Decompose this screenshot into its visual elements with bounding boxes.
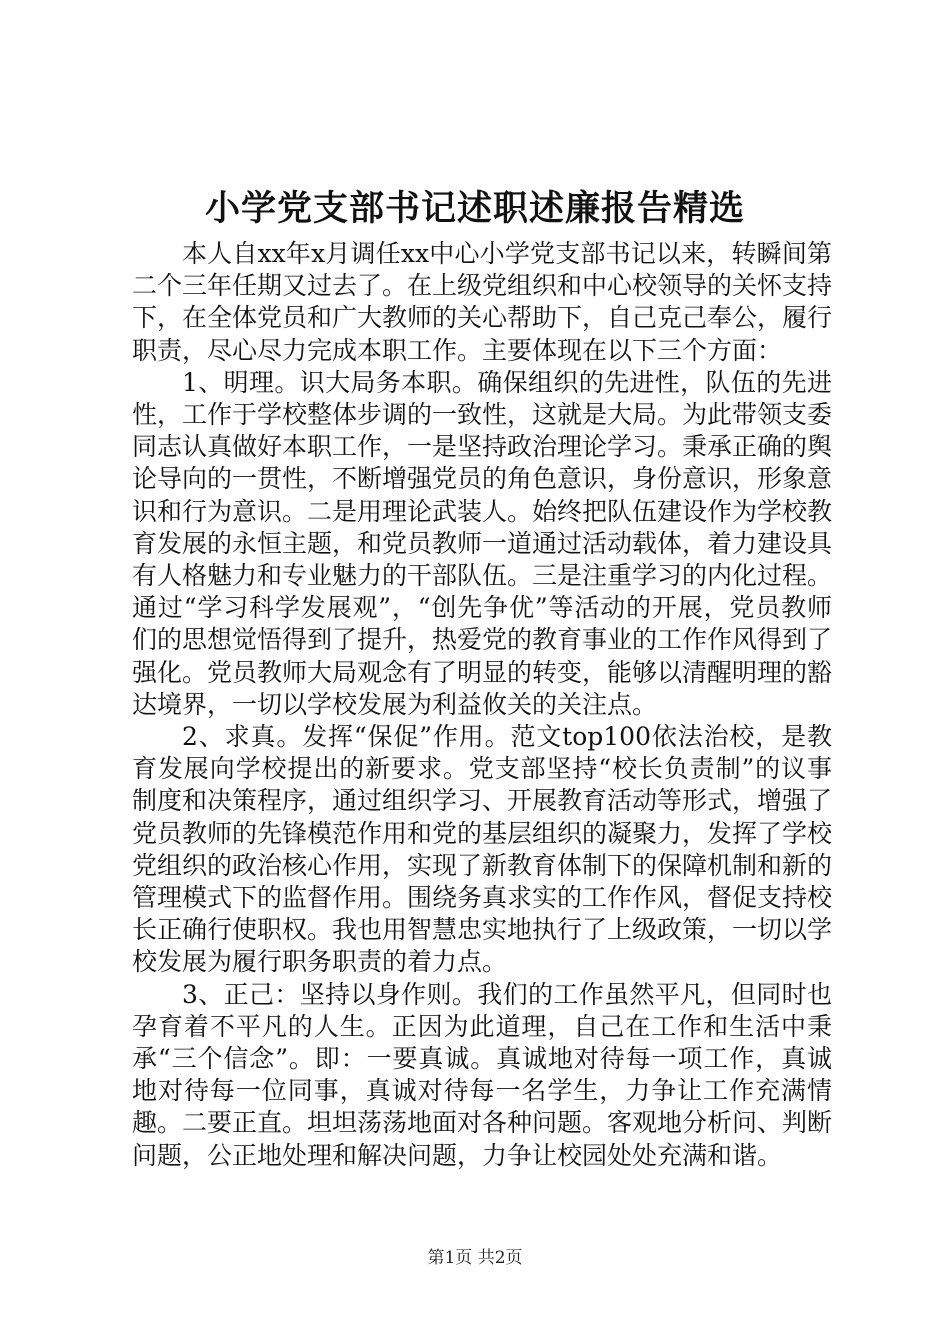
page-number-footer: 第1页 共2页	[427, 1248, 523, 1268]
paragraph-zhengji: 3、正己：坚持以身作则。我们的工作虽然平凡，但同时也孕育着不平凡的人生。正因为此道理，自己在工作和生活中秉承“三个信念”。即：一要真诚。真诚地对待每一项工作，真诚地对待每一位同事，真诚对待每一名学生，力争让工作充满情趣。二要正直。坦坦荡荡地面对各种问题。客观地分析问、判断问题，公正地处理和解决问题，力争让校园处处充满和谐。	[132, 979, 833, 1170]
paragraph-qiuzhen: 2、求真。发挥“保促”作用。范文top100依法治校，是教育发展向学校提出的新要求。党支部坚持“校长负责制”的议事制度和决策程序，通过组织学习、开展教育活动等形式，增强了党员教师的先锋模范作用和党的基层组织的凝聚力，发挥了学校党组织的政治核心作用，实现了新教育体制下的保障机制和新的管理模式下的监督作用。围绕务真求实的工作作风，督促支持校长正确行使职权。我也用智慧忠实地执行了上级政策，一切以学校发展为履行职务职责的着力点。	[132, 722, 833, 977]
paragraph-intro: 本人自xx年x月调任xx中心小学党支部书记以来，转瞬间第二个三年任期又过去了。在上级党组织和中心校领导的关怀支持下，在全体党员和广大教师的关心帮助下，自己克己奉公，履行职责，尽心尽力完成本职工作。主要体现在以下三个方面：	[132, 239, 833, 365]
document-title: 小学党支部书记述职述廉报告精选	[204, 189, 745, 229]
paragraph-mingli: 1、明理。识大局务本职。确保组织的先进性，队伍的先进性，工作于学校整体步调的一致性，这就是大局。为此带领支委同志认真做好本职工作，一是坚持政治理论学习。秉承正确的舆论导向的一贯性，不断增强党员的角色意识，身份意识，形象意识和行为意识。二是用理论武装人。始终把队伍建设作为学校教育发展的永恒主题，和党员教师一道通过活动载体，着力建设具有人格魅力和专业魅力的干部队伍。三是注重学习的内化过程。通过“学习科学发展观”，“创先争优”等活动的开展，党员教师们的思想觉悟得到了提升，热爱党的教育事业的工作作风得到了强化。党员教师大局观念有了明显的转变，能够以清醒明理的豁达境界，一切以学校发展为利益攸关的关注点。	[132, 367, 833, 719]
document-body	[132, 238, 832, 1172]
